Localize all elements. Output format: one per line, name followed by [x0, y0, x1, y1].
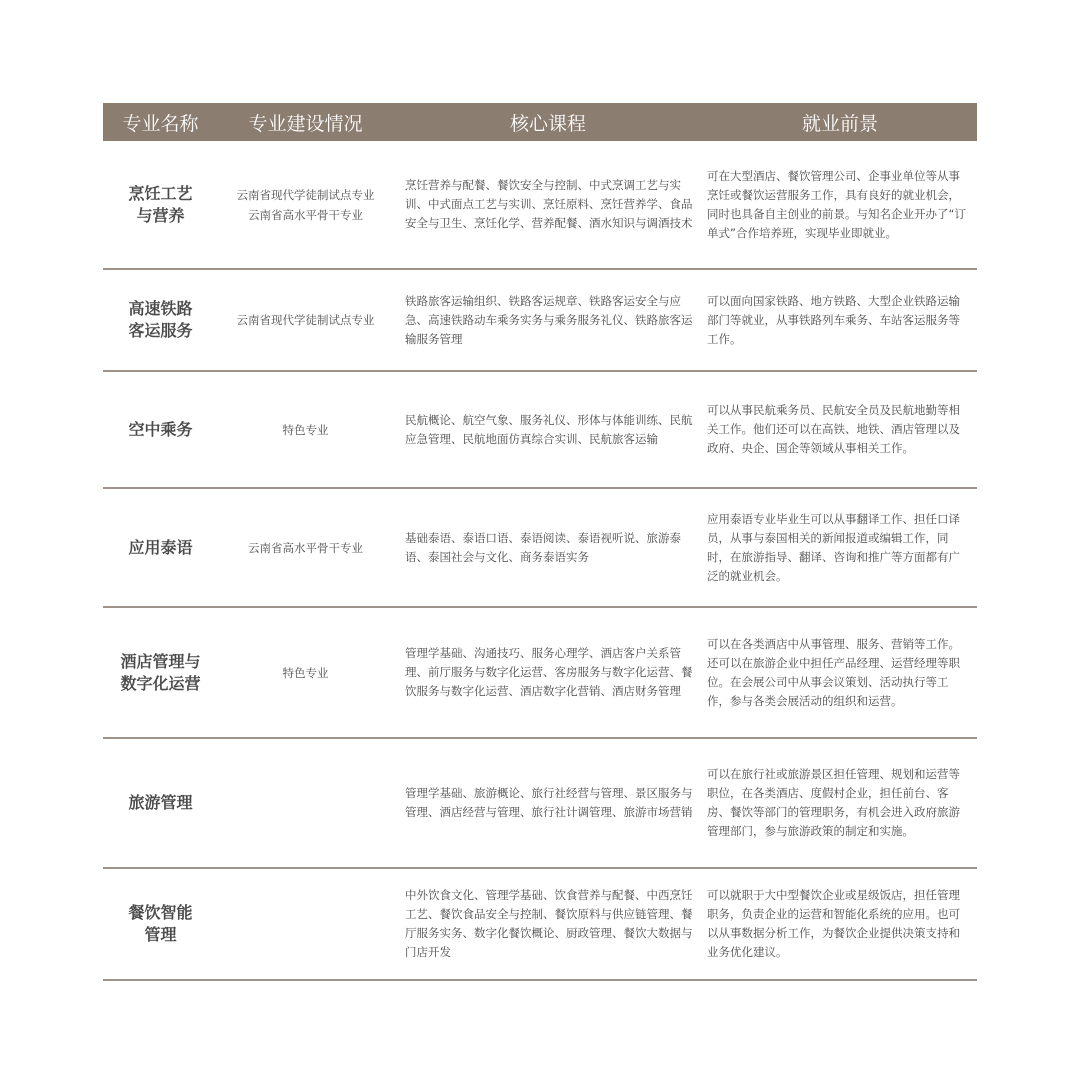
table-row [103, 739, 977, 869]
table-row [103, 372, 977, 489]
employment-prospects: 可在大型酒店、餐饮管理公司、企事业单位等从事烹饪或餐饮运营服务工作，具有良好的就业机会，同时也具备自主创业的前景。与知名企业开办了“订单式”合作培养班，实现毕业即就业。 [707, 168, 966, 240]
table-row [103, 270, 977, 372]
major-name: 烹饪工艺 与营养 [128, 183, 193, 225]
core-courses: 中外饮食文化、管理学基础、饮食营养与配餐、中西烹饪工艺、餐饮食品安全与控制、餐饮原料与供应链管理、餐厅服务实务、数字化餐饮概论、厨政管理、餐饮大数据与门店开发 [405, 888, 693, 959]
major-name: 餐饮智能 管理 [128, 903, 193, 944]
table-row [103, 608, 977, 739]
table-row [103, 141, 977, 270]
header-construction-status: 专业建设情况 [248, 112, 363, 135]
core-courses: 铁路旅客运输组织、铁路客运规章、铁路客运安全与应急、高速铁路动车乘务实务与乘务服务礼仪、铁路旅客运输服务管理 [405, 293, 693, 346]
table-header [103, 103, 977, 141]
employment-prospects: 可以在各类酒店中从事管理、服务、营销等工作。还可以在旅游企业中担任产品经理、运营经理等职位。在会展公司中从事会议策划、活动执行等工作，参与各类会展活动的组织和运营。 [707, 636, 960, 708]
header-major-name: 专业名称 [122, 112, 199, 135]
construction-status: 云南省现代学徒制试点专业 云南省高水平骨干专业 [236, 187, 375, 222]
core-courses: 基础泰语、泰语口语、泰语阅读、泰语视听说、旅游泰语、泰国社会与文化、商务泰语实务 [405, 530, 681, 564]
employment-prospects: 可以就职于大中型餐饮企业或星级饭店，担任管理职务，负责企业的运营和智能化系统的应用。也可以从事数据分析工作，为餐饮企业提供决策支持和业务优化建议。 [707, 888, 960, 959]
core-courses: 管理学基础、旅游概论、旅行社经营与管理、景区服务与管理、酒店经营与管理、旅行社计调管理、旅游市场营销 [405, 786, 693, 819]
header-core-courses: 核心课程 [509, 112, 586, 135]
construction-status: 云南省高水平骨干专业 [248, 540, 363, 555]
core-courses: 烹饪营养与配餐、餐饮安全与控制、中式烹调工艺与实训、中式面点工艺与实训、烹饪原料、烹饪营养学、食品安全与卫生、烹饪化学、营养配餐、酒水知识与调酒技术 [405, 178, 693, 230]
construction-status: 云南省现代学徒制试点专业 [236, 313, 375, 327]
core-courses: 管理学基础、沟通技巧、服务心理学、酒店客户关系管理、前厅服务与数字化运营、客房服务与数字化运营、餐饮服务与数字化运营、酒店数字化营销、酒店财务管理 [405, 646, 693, 698]
construction-status: 特色专业 [282, 665, 329, 680]
majors-table [103, 103, 977, 981]
employment-prospects: 可以在旅行社或旅游景区担任管理、规划和运营等职位，在各类酒店、度假村企业，担任前台、客房、餐饮等部门的管理职务，有机会进入政府旅游管理部门，参与旅游政策的制定和实施。 [707, 767, 960, 838]
major-name: 高速铁路 客运服务 [128, 299, 193, 340]
table-row [103, 489, 977, 608]
major-name: 酒店管理与 数字化运营 [120, 651, 201, 693]
table-row [103, 869, 977, 981]
major-name: 空中乘务 [128, 419, 193, 439]
header-employment-prospects: 就业前景 [801, 112, 878, 135]
construction-status: 特色专业 [282, 422, 329, 437]
employment-prospects: 可以从事民航乘务员、民航安全员及民航地勤等相关工作。他们还可以在高铁、地铁、酒店管理以及政府、央企、国企等领域从事相关工作。 [707, 403, 960, 455]
employment-prospects: 可以面向国家铁路、地方铁路、大型企业铁路运输部门等就业，从事铁路列车乘务、车站客运服务等工作。 [707, 293, 960, 346]
employment-prospects: 应用泰语专业毕业生可以从事翻译工作、担任口译员，从事与泰国相关的新闻报道或编辑工作，同时，在旅游指导、翻译、咨询和推广等方面都有广泛的就业机会。 [707, 511, 960, 583]
major-name: 旅游管理 [128, 793, 193, 812]
core-courses: 民航概论、航空气象、服务礼仪、形体与体能训练、民航应急管理、民航地面仿真综合实训、民航旅客运输 [405, 412, 693, 446]
major-name: 应用泰语 [128, 537, 193, 557]
